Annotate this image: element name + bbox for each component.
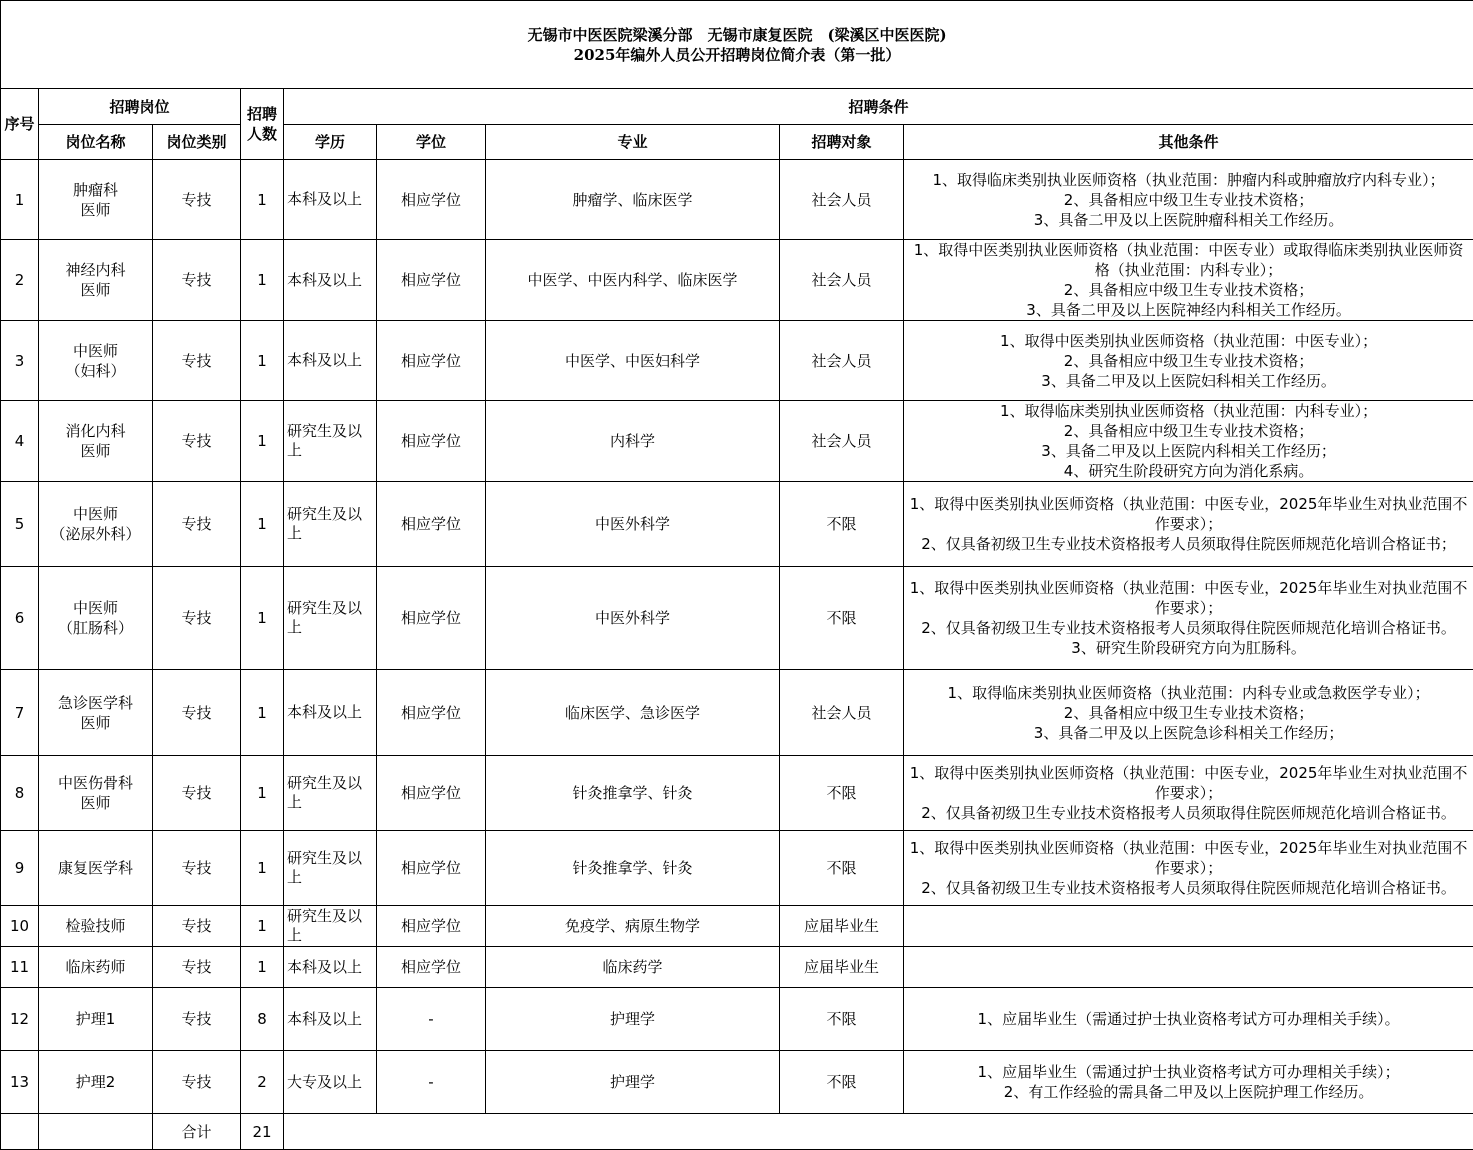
degree-cell: 相应学位 bbox=[377, 906, 486, 947]
degree-cell: 相应学位 bbox=[377, 160, 486, 240]
table-row bbox=[1, 756, 1473, 831]
seq-cell: 4 bbox=[1, 401, 39, 482]
condition-line: 1、应届毕业生（需通过护士执业资格考试方可办理相关手续）。 bbox=[907, 1009, 1470, 1029]
seq-cell: 9 bbox=[1, 831, 39, 906]
count-cell: 1 bbox=[241, 670, 284, 756]
target-cell: 社会人员 bbox=[780, 670, 904, 756]
total-empty-rest bbox=[284, 1114, 1473, 1150]
major-cell: 中医学、中医内科学、临床医学 bbox=[486, 240, 780, 321]
other-conditions-cell bbox=[904, 831, 1473, 906]
header-education: 学历 bbox=[284, 125, 377, 160]
count-cell: 2 bbox=[241, 1051, 284, 1114]
condition-line: 2、仅具备初级卫生专业技术资格报考人员须取得住院医师规范化培训合格证书。 bbox=[907, 803, 1470, 823]
position-type-cell: 专技 bbox=[153, 482, 241, 567]
position-type-cell: 专技 bbox=[153, 670, 241, 756]
condition-line: 4、研究生阶段研究方向为消化系病。 bbox=[907, 461, 1470, 481]
table-row bbox=[1, 831, 1473, 906]
target-cell: 不限 bbox=[780, 482, 904, 567]
seq-cell: 13 bbox=[1, 1051, 39, 1114]
header-position-group: 招聘岗位 bbox=[39, 89, 241, 125]
seq-cell: 6 bbox=[1, 567, 39, 670]
count-cell: 1 bbox=[241, 906, 284, 947]
education-cell: 研究生及以上 bbox=[284, 906, 377, 947]
condition-line: 2、具备相应中级卫生专业技术资格； bbox=[907, 190, 1470, 210]
seq-cell: 1 bbox=[1, 160, 39, 240]
major-cell: 护理学 bbox=[486, 988, 780, 1051]
count-cell: 1 bbox=[241, 240, 284, 321]
other-conditions-cell bbox=[904, 670, 1473, 756]
condition-line: 1、取得临床类别执业医师资格（执业范围：内科专业或急救医学专业）； bbox=[907, 683, 1470, 703]
table-row bbox=[1, 567, 1473, 670]
position-name-cell: 急诊医学科 医师 bbox=[39, 670, 153, 756]
condition-line: 2、仅具备初级卫生专业技术资格报考人员须取得住院医师规范化培训合格证书。 bbox=[907, 878, 1470, 898]
other-conditions-cell bbox=[904, 321, 1473, 401]
condition-line: 1、取得中医类别执业医师资格（执业范围：中医专业）； bbox=[907, 331, 1470, 351]
other-conditions-cell bbox=[904, 947, 1473, 988]
major-cell: 免疫学、病原生物学 bbox=[486, 906, 780, 947]
condition-line: 3、具备二甲及以上医院内科相关工作经历； bbox=[907, 441, 1470, 461]
major-cell: 临床医学、急诊医学 bbox=[486, 670, 780, 756]
degree-cell: - bbox=[377, 988, 486, 1051]
major-cell: 中医外科学 bbox=[486, 482, 780, 567]
position-name-cell: 护理2 bbox=[39, 1051, 153, 1114]
table-row bbox=[1, 321, 1473, 401]
other-conditions-cell bbox=[904, 906, 1473, 947]
education-cell: 研究生及以上 bbox=[284, 756, 377, 831]
total-empty-name bbox=[39, 1114, 153, 1150]
header-conditions-group: 招聘条件 bbox=[284, 89, 1473, 125]
condition-line: 1、取得临床类别执业医师资格（执业范围：肿瘤内科或肿瘤放疗内科专业）； bbox=[907, 170, 1470, 190]
condition-line: 3、具备二甲及以上医院肿瘤科相关工作经历。 bbox=[907, 210, 1470, 230]
position-name-cell: 神经内科 医师 bbox=[39, 240, 153, 321]
major-cell: 临床药学 bbox=[486, 947, 780, 988]
position-name-cell: 中医师 （肛肠科） bbox=[39, 567, 153, 670]
other-conditions-cell bbox=[904, 756, 1473, 831]
target-cell: 应届毕业生 bbox=[780, 906, 904, 947]
title-line-2: 2025年编外人员公开招聘岗位简介表（第一批） bbox=[4, 45, 1470, 65]
header-position-name: 岗位名称 bbox=[39, 125, 153, 160]
count-cell: 1 bbox=[241, 567, 284, 670]
degree-cell: 相应学位 bbox=[377, 401, 486, 482]
condition-line: 2、有工作经验的需具备二甲及以上医院护理工作经历。 bbox=[907, 1082, 1470, 1102]
condition-line: 1、取得临床类别执业医师资格（执业范围：内科专业）； bbox=[907, 401, 1470, 421]
table-row bbox=[1, 906, 1473, 947]
count-cell: 1 bbox=[241, 401, 284, 482]
education-cell: 研究生及以上 bbox=[284, 482, 377, 567]
header-major: 专业 bbox=[486, 125, 780, 160]
header-row-2 bbox=[1, 125, 1473, 160]
table-row bbox=[1, 1051, 1473, 1114]
target-cell: 应届毕业生 bbox=[780, 947, 904, 988]
other-conditions-cell bbox=[904, 567, 1473, 670]
target-cell: 不限 bbox=[780, 831, 904, 906]
total-empty-seq bbox=[1, 1114, 39, 1150]
title-line-1: 无锡市中医医院梁溪分部 无锡市康复医院 (梁溪区中医医院) bbox=[4, 25, 1470, 45]
seq-cell: 10 bbox=[1, 906, 39, 947]
condition-line: 1、应届毕业生（需通过护士执业资格考试方可办理相关手续）； bbox=[907, 1062, 1470, 1082]
other-conditions-cell bbox=[904, 988, 1473, 1051]
header-count: 招聘人数 bbox=[241, 89, 284, 160]
table-row bbox=[1, 947, 1473, 988]
target-cell: 社会人员 bbox=[780, 401, 904, 482]
page-title bbox=[1, 1, 1473, 89]
target-cell: 社会人员 bbox=[780, 240, 904, 321]
degree-cell: 相应学位 bbox=[377, 947, 486, 988]
condition-line: 1、取得中医类别执业医师资格（执业范围：中医专业，2025年毕业生对执业范围不作要求）； bbox=[907, 578, 1470, 618]
condition-line: 1、取得中医类别执业医师资格（执业范围：中医专业，2025年毕业生对执业范围不作要求）； bbox=[907, 763, 1470, 803]
position-type-cell: 专技 bbox=[153, 567, 241, 670]
table-row bbox=[1, 482, 1473, 567]
total-count: 21 bbox=[241, 1114, 284, 1150]
position-type-cell: 专技 bbox=[153, 906, 241, 947]
condition-line: 1、取得中医类别执业医师资格（执业范围：中医专业，2025年毕业生对执业范围不作要求）； bbox=[907, 838, 1470, 878]
target-cell: 不限 bbox=[780, 567, 904, 670]
position-name-cell: 检验技师 bbox=[39, 906, 153, 947]
condition-line: 3、具备二甲及以上医院神经内科相关工作经历。 bbox=[907, 300, 1470, 320]
condition-line: 3、具备二甲及以上医院急诊科相关工作经历； bbox=[907, 723, 1470, 743]
education-cell: 研究生及以上 bbox=[284, 401, 377, 482]
position-name-cell: 康复医学科 bbox=[39, 831, 153, 906]
seq-cell: 7 bbox=[1, 670, 39, 756]
other-conditions-cell bbox=[904, 160, 1473, 240]
other-conditions-cell bbox=[904, 401, 1473, 482]
count-cell: 1 bbox=[241, 947, 284, 988]
table-row bbox=[1, 401, 1473, 482]
condition-line: 2、具备相应中级卫生专业技术资格； bbox=[907, 280, 1470, 300]
education-cell: 本科及以上 bbox=[284, 670, 377, 756]
other-conditions-cell bbox=[904, 1051, 1473, 1114]
count-cell: 1 bbox=[241, 482, 284, 567]
condition-line: 2、仅具备初级卫生专业技术资格报考人员须取得住院医师规范化培训合格证书。 bbox=[907, 618, 1470, 638]
count-cell: 1 bbox=[241, 321, 284, 401]
other-conditions-cell bbox=[904, 240, 1473, 321]
count-cell: 8 bbox=[241, 988, 284, 1051]
position-type-cell: 专技 bbox=[153, 988, 241, 1051]
condition-line: 1、取得中医类别执业医师资格（执业范围：中医专业）或取得临床类别执业医师资格（执业范围：内科专业）； bbox=[907, 240, 1470, 280]
count-cell: 1 bbox=[241, 160, 284, 240]
major-cell: 中医学、中医妇科学 bbox=[486, 321, 780, 401]
major-cell: 中医外科学 bbox=[486, 567, 780, 670]
degree-cell: 相应学位 bbox=[377, 756, 486, 831]
degree-cell: 相应学位 bbox=[377, 670, 486, 756]
header-other: 其他条件 bbox=[904, 125, 1473, 160]
table-row bbox=[1, 670, 1473, 756]
education-cell: 本科及以上 bbox=[284, 240, 377, 321]
degree-cell: 相应学位 bbox=[377, 567, 486, 670]
condition-line: 2、具备相应中级卫生专业技术资格； bbox=[907, 703, 1470, 723]
major-cell: 针灸推拿学、针灸 bbox=[486, 756, 780, 831]
header-seq: 序号 bbox=[1, 89, 39, 160]
header-row-1 bbox=[1, 89, 1473, 125]
major-cell: 内科学 bbox=[486, 401, 780, 482]
condition-line: 3、具备二甲及以上医院妇科相关工作经历。 bbox=[907, 371, 1470, 391]
target-cell: 社会人员 bbox=[780, 160, 904, 240]
education-cell: 本科及以上 bbox=[284, 947, 377, 988]
position-type-cell: 专技 bbox=[153, 947, 241, 988]
major-cell: 针灸推拿学、针灸 bbox=[486, 831, 780, 906]
condition-line: 3、研究生阶段研究方向为肛肠科。 bbox=[907, 638, 1470, 658]
position-name-cell: 中医师 （泌尿外科） bbox=[39, 482, 153, 567]
seq-cell: 12 bbox=[1, 988, 39, 1051]
education-cell: 本科及以上 bbox=[284, 160, 377, 240]
seq-cell: 5 bbox=[1, 482, 39, 567]
target-cell: 不限 bbox=[780, 1051, 904, 1114]
position-type-cell: 专技 bbox=[153, 831, 241, 906]
position-name-cell: 肿瘤科 医师 bbox=[39, 160, 153, 240]
table-row bbox=[1, 988, 1473, 1051]
position-type-cell: 专技 bbox=[153, 401, 241, 482]
major-cell: 肿瘤学、临床医学 bbox=[486, 160, 780, 240]
position-name-cell: 消化内科 医师 bbox=[39, 401, 153, 482]
seq-cell: 2 bbox=[1, 240, 39, 321]
education-cell: 本科及以上 bbox=[284, 321, 377, 401]
degree-cell: 相应学位 bbox=[377, 482, 486, 567]
total-label: 合计 bbox=[153, 1114, 241, 1150]
position-name-cell: 临床药师 bbox=[39, 947, 153, 988]
position-name-cell: 中医伤骨科 医师 bbox=[39, 756, 153, 831]
condition-line: 2、仅具备初级卫生专业技术资格报考人员须取得住院医师规范化培训合格证书； bbox=[907, 534, 1470, 554]
total-row bbox=[1, 1114, 1473, 1150]
title-row bbox=[1, 1, 1473, 89]
degree-cell: 相应学位 bbox=[377, 831, 486, 906]
header-degree: 学位 bbox=[377, 125, 486, 160]
seq-cell: 3 bbox=[1, 321, 39, 401]
target-cell: 不限 bbox=[780, 756, 904, 831]
header-target: 招聘对象 bbox=[780, 125, 904, 160]
education-cell: 大专及以上 bbox=[284, 1051, 377, 1114]
degree-cell: 相应学位 bbox=[377, 321, 486, 401]
position-type-cell: 专技 bbox=[153, 1051, 241, 1114]
position-name-cell: 护理1 bbox=[39, 988, 153, 1051]
seq-cell: 11 bbox=[1, 947, 39, 988]
target-cell: 社会人员 bbox=[780, 321, 904, 401]
header-position-type: 岗位类别 bbox=[153, 125, 241, 160]
count-cell: 1 bbox=[241, 756, 284, 831]
education-cell: 研究生及以上 bbox=[284, 831, 377, 906]
seq-cell: 8 bbox=[1, 756, 39, 831]
education-cell: 研究生及以上 bbox=[284, 567, 377, 670]
position-type-cell: 专技 bbox=[153, 321, 241, 401]
major-cell: 护理学 bbox=[486, 1051, 780, 1114]
position-type-cell: 专技 bbox=[153, 240, 241, 321]
position-type-cell: 专技 bbox=[153, 756, 241, 831]
other-conditions-cell bbox=[904, 482, 1473, 567]
count-cell: 1 bbox=[241, 831, 284, 906]
condition-line: 1、取得中医类别执业医师资格（执业范围：中医专业，2025年毕业生对执业范围不作要求）； bbox=[907, 494, 1470, 534]
position-name-cell: 中医师 （妇科） bbox=[39, 321, 153, 401]
position-type-cell: 专技 bbox=[153, 160, 241, 240]
target-cell: 不限 bbox=[780, 988, 904, 1051]
table-row bbox=[1, 240, 1473, 321]
table-row bbox=[1, 160, 1473, 240]
condition-line: 2、具备相应中级卫生专业技术资格； bbox=[907, 351, 1470, 371]
condition-line: 2、具备相应中级卫生专业技术资格； bbox=[907, 421, 1470, 441]
degree-cell: 相应学位 bbox=[377, 240, 486, 321]
education-cell: 本科及以上 bbox=[284, 988, 377, 1051]
degree-cell: - bbox=[377, 1051, 486, 1114]
